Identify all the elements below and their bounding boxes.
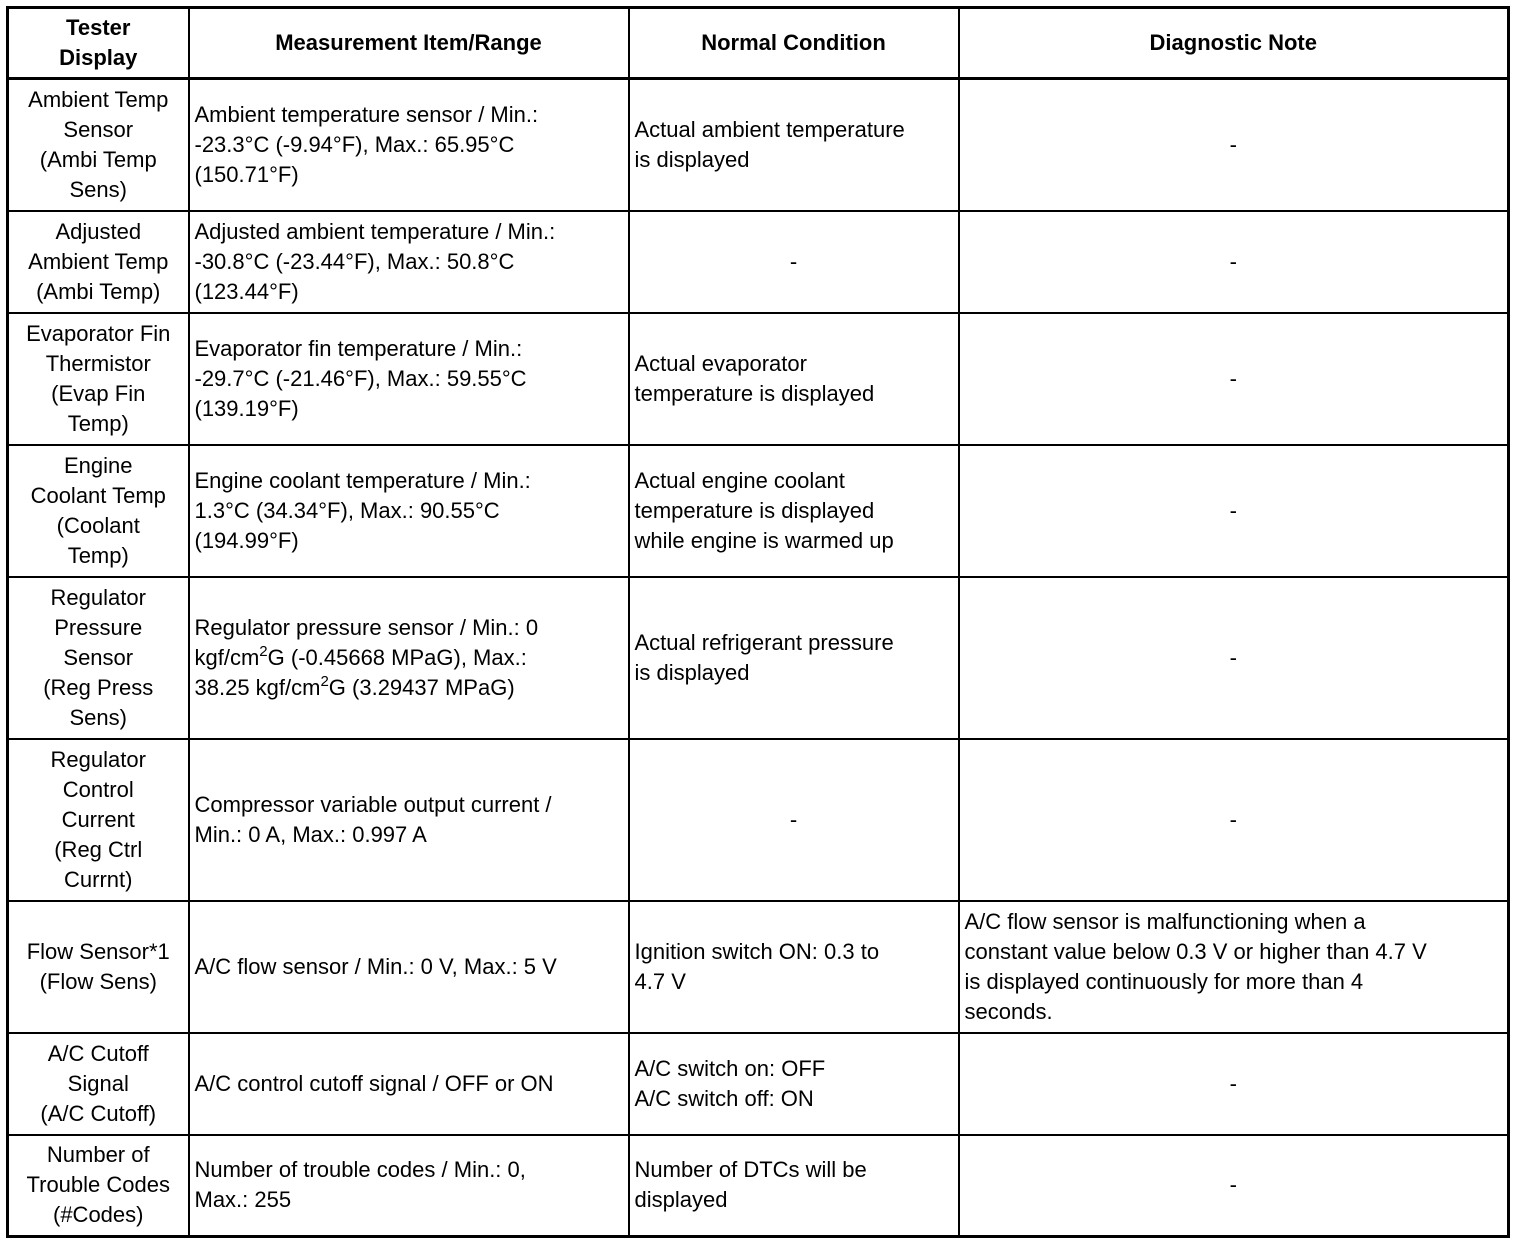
measurement-cell xyxy=(189,577,629,739)
normal-condition-cell: Actual refrigerant pressure is displayed xyxy=(629,577,959,739)
tester-display-cell: Engine Coolant Temp (Coolant Temp) xyxy=(8,445,189,577)
measurement-cell: Engine coolant temperature / Min.: 1.3°C (34.34°F), Max.: 90.55°C (194.99°F) xyxy=(189,445,629,577)
table-row xyxy=(8,739,1509,901)
header-tester-display: Tester Display xyxy=(8,8,189,79)
table-row xyxy=(8,445,1509,577)
diagnostic-note-cell: - xyxy=(959,739,1509,901)
normal-condition-cell: A/C switch on: OFF A/C switch off: ON xyxy=(629,1033,959,1135)
tester-display-cell: A/C Cutoff Signal (A/C Cutoff) xyxy=(8,1033,189,1135)
measurement-cell: Compressor variable output current / Min.: 0 A, Max.: 0.997 A xyxy=(189,739,629,901)
measurement-text: G (3.29437 MPaG) xyxy=(328,674,515,700)
header-row xyxy=(8,8,1509,79)
tester-display-cell: Flow Sensor*1 (Flow Sens) xyxy=(8,901,189,1033)
table-row xyxy=(8,1135,1509,1237)
measurement-cell: A/C flow sensor / Min.: 0 V, Max.: 5 V xyxy=(189,901,629,1033)
header-measurement: Measurement Item/Range xyxy=(189,8,629,79)
measurement-text: 38.25 kgf/cm xyxy=(194,674,321,700)
tester-display-cell: Number of Trouble Codes (#Codes) xyxy=(8,1135,189,1237)
table-row xyxy=(8,313,1509,445)
normal-condition-cell: Actual evaporator temperature is displayed xyxy=(629,313,959,445)
diagnostic-note-cell: - xyxy=(959,445,1509,577)
diagnostic-note-cell: - xyxy=(959,1033,1509,1135)
diagnostic-note-cell: - xyxy=(959,211,1509,313)
normal-condition-cell: Actual engine coolant temperature is displayed while engine is warmed up xyxy=(629,445,959,577)
superscript: 2 xyxy=(320,672,329,690)
measurement-text: G (-0.45668 MPaG), Max.: xyxy=(267,644,527,670)
measurement-text: Regulator pressure sensor / Min.: 0 xyxy=(194,614,539,640)
table-row xyxy=(8,79,1509,211)
measurement-cell: A/C control cutoff signal / OFF or ON xyxy=(189,1033,629,1135)
tester-display-cell: Adjusted Ambient Temp (Ambi Temp) xyxy=(8,211,189,313)
header-diagnostic-note: Diagnostic Note xyxy=(959,8,1509,79)
tester-display-cell: Ambient Temp Sensor (Ambi Temp Sens) xyxy=(8,79,189,211)
tester-display-cell: Evaporator Fin Thermistor (Evap Fin Temp) xyxy=(8,313,189,445)
measurement-cell: Adjusted ambient temperature / Min.: -30.8°C (-23.44°F), Max.: 50.8°C (123.44°F) xyxy=(189,211,629,313)
diagnostic-note-cell: - xyxy=(959,1135,1509,1237)
normal-condition-cell: - xyxy=(629,211,959,313)
normal-condition-cell: Number of DTCs will be displayed xyxy=(629,1135,959,1237)
table-row xyxy=(8,901,1509,1033)
tester-display-cell: Regulator Pressure Sensor (Reg Press Sens) xyxy=(8,577,189,739)
measurement-cell: Evaporator fin temperature / Min.: -29.7°C (-21.46°F), Max.: 59.55°C (139.19°F) xyxy=(189,313,629,445)
diagnostic-note-cell: - xyxy=(959,313,1509,445)
superscript: 2 xyxy=(259,642,268,660)
table-row xyxy=(8,1033,1509,1135)
diagnostic-note-cell: A/C flow sensor is malfunctioning when a constant value below 0.3 V or higher than 4.7 V is displayed continuously for more than 4 seconds. xyxy=(959,901,1509,1033)
measurement-text: kgf/cm xyxy=(194,644,260,670)
normal-condition-cell: - xyxy=(629,739,959,901)
tester-display-cell: Regulator Control Current (Reg Ctrl Currnt) xyxy=(8,739,189,901)
diagnostic-table xyxy=(6,6,1510,1238)
diagnostic-note-cell: - xyxy=(959,79,1509,211)
table-row xyxy=(8,211,1509,313)
measurement-cell: Number of trouble codes / Min.: 0, Max.: 255 xyxy=(189,1135,629,1237)
header-normal-condition: Normal Condition xyxy=(629,8,959,79)
table-row xyxy=(8,577,1509,739)
measurement-cell: Ambient temperature sensor / Min.: -23.3°C (-9.94°F), Max.: 65.95°C (150.71°F) xyxy=(189,79,629,211)
normal-condition-cell: Ignition switch ON: 0.3 to 4.7 V xyxy=(629,901,959,1033)
diagnostic-note-cell: - xyxy=(959,577,1509,739)
normal-condition-cell: Actual ambient temperature is displayed xyxy=(629,79,959,211)
